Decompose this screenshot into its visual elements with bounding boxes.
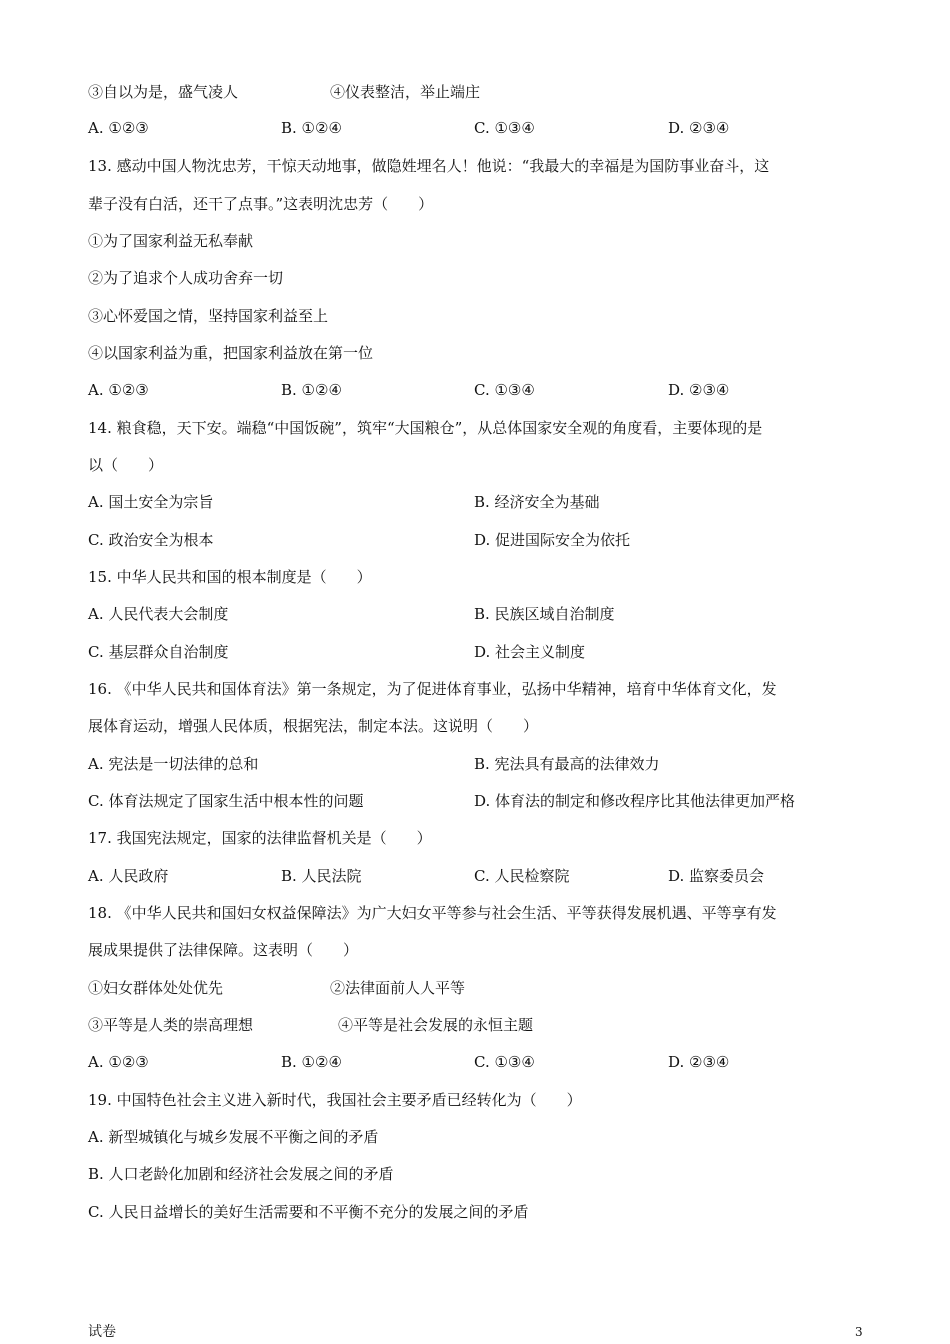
q12-answer-b: B. ①②④: [281, 119, 342, 137]
q13-stem-line1: 13. 感动中国人物沈忠芳，干惊天动地事，做隐姓埋名人！他说：“我最大的幸福是为国防事业奋斗，这: [88, 157, 770, 175]
q14-stem-line2: 以（ ）: [88, 456, 164, 474]
q17-answer-d: D. 监察委员会: [668, 867, 765, 885]
q12-option-4: ④仪表整洁，举止端庄: [330, 83, 481, 101]
q13-statement-3: ③心怀爱国之情，坚持国家利益至上: [88, 307, 329, 325]
q16-answer-b: B. 宪法具有最高的法律效力: [474, 755, 660, 773]
q19-stem: 19. 中国特色社会主义进入新时代，我国社会主要矛盾已经转化为（ ）: [88, 1091, 582, 1109]
q16-answer-d: D. 体育法的制定和修改程序比其他法律更加严格: [474, 792, 796, 810]
q15-answer-c: C. 基层群众自治制度: [88, 643, 229, 661]
q18-answer-a: A. ①②③: [88, 1053, 149, 1071]
q16-stem-line2: 展体育运动，增强人民体质，根据宪法，制定本法。这说明（ ）: [88, 717, 539, 735]
q13-statement-4: ④以国家利益为重，把国家利益放在第一位: [88, 344, 374, 362]
q16-stem-line1: 16. 《中华人民共和国体育法》第一条规定，为了促进体育事业，弘扬中华精神，培育中华体育文化，发: [88, 680, 777, 698]
q12-answer-c: C. ①③④: [474, 119, 535, 137]
q13-answer-c: C. ①③④: [474, 381, 535, 399]
q18-statement-3: ③平等是人类的崇高理想: [88, 1016, 254, 1034]
q15-answer-d: D. 社会主义制度: [474, 643, 586, 661]
q15-stem: 15. 中华人民共和国的根本制度是（ ）: [88, 568, 372, 586]
q15-answer-b: B. 民族区域自治制度: [474, 605, 615, 623]
q12-answer-d: D. ②③④: [668, 119, 730, 137]
q14-answer-c: C. 政治安全为根本: [88, 531, 214, 549]
q18-stem-line1: 18. 《中华人民共和国妇女权益保障法》为广大妇女平等参与社会生活、平等获得发展机遇、平等享有发: [88, 904, 777, 922]
page-number: 3: [855, 1325, 863, 1339]
q18-statement-1: ①妇女群体处处优先: [88, 979, 224, 997]
q16-answer-c: C. 体育法规定了国家生活中根本性的问题: [88, 792, 364, 810]
q13-stem-line2: 辈子没有白活，还干了点事。”这表明沈忠芳（ ）: [88, 195, 434, 213]
q13-answer-a: A. ①②③: [88, 381, 149, 399]
q17-answer-c: C. 人民检察院: [474, 867, 570, 885]
q19-answer-c: C. 人民日益增长的美好生活需要和不平衡不充分的发展之间的矛盾: [88, 1203, 529, 1221]
q14-stem-line1: 14. 粮食稳，天下安。端稳“中国饭碗”，筑牢“大国粮仓”，从总体国家安全观的角度看，主要体现的是: [88, 419, 763, 437]
q13-statement-2: ②为了追求个人成功舍弃一切: [88, 269, 284, 287]
q13-answer-b: B. ①②④: [281, 381, 342, 399]
q13-answer-d: D. ②③④: [668, 381, 730, 399]
q17-answer-b: B. 人民法院: [281, 867, 362, 885]
q14-answer-b: B. 经济安全为基础: [474, 493, 600, 511]
q18-answer-b: B. ①②④: [281, 1053, 342, 1071]
q18-answer-d: D. ②③④: [668, 1053, 730, 1071]
q12-answer-a: A. ①②③: [88, 119, 149, 137]
q14-answer-a: A. 国土安全为宗旨: [88, 493, 214, 511]
q18-answer-c: C. ①③④: [474, 1053, 535, 1071]
q19-answer-a: A. 新型城镇化与城乡发展不平衡之间的矛盾: [88, 1128, 379, 1146]
q18-statement-2: ②法律面前人人平等: [330, 979, 466, 997]
q17-stem: 17. 我国宪法规定，国家的法律监督机关是（ ）: [88, 829, 432, 847]
q18-stem-line2: 展成果提供了法律保障。这表明（ ）: [88, 941, 359, 959]
footer-label: 试卷: [88, 1324, 116, 1340]
q18-statement-4: ④平等是社会发展的永恒主题: [338, 1016, 534, 1034]
q14-answer-d: D. 促进国际安全为依托: [474, 531, 631, 549]
q16-answer-a: A. 宪法是一切法律的总和: [88, 755, 259, 773]
q12-option-3: ③自以为是，盛气凌人: [88, 83, 239, 101]
q15-answer-a: A. 人民代表大会制度: [88, 605, 229, 623]
q13-statement-1: ①为了国家利益无私奉献: [88, 232, 254, 250]
q17-answer-a: A. 人民政府: [88, 867, 169, 885]
q19-answer-b: B. 人口老龄化加剧和经济社会发展之间的矛盾: [88, 1165, 394, 1183]
